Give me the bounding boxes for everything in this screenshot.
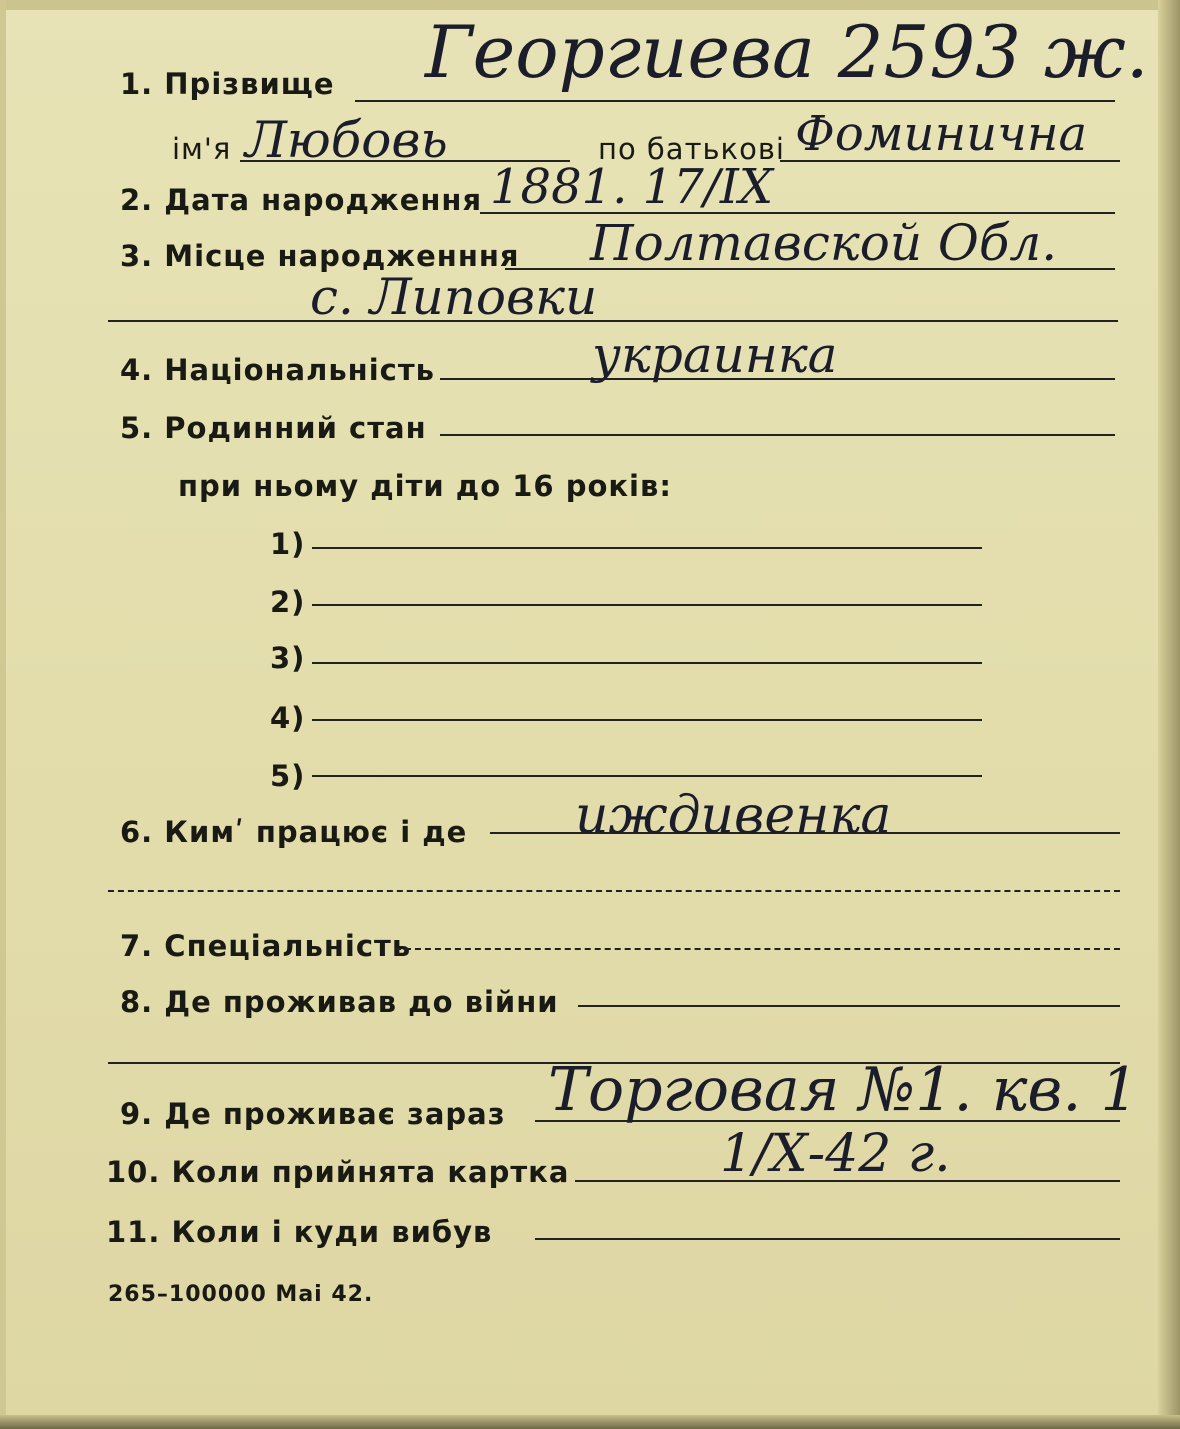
card-date-handwritten: 1/Х-42 г. — [720, 1124, 951, 1184]
card-date-label: 10. Коли прийнята картка — [106, 1155, 570, 1189]
family-status-line — [440, 434, 1115, 436]
paper-edge-top — [0, 0, 1180, 10]
child-3-label: 3) — [270, 641, 306, 675]
children-label: при ньому діти до 16 років: — [178, 469, 672, 503]
birth-place-line-2 — [108, 320, 1118, 322]
birth-date-label: 2. Дата народження — [120, 183, 483, 217]
print-code: 265–100000 Mai 42. — [108, 1282, 374, 1307]
surname-handwritten: Георгиева 2593 ж. — [425, 10, 1149, 94]
birth-place-handwritten-2: с. Липовки — [310, 268, 598, 326]
child-5-line — [312, 775, 982, 777]
specialty-line — [395, 948, 1120, 950]
departure-label: 11. Коли і куди вибув — [106, 1215, 493, 1249]
specialty-label: 7. Спеціальність — [120, 929, 412, 963]
departure-line — [535, 1238, 1120, 1240]
child-1-line — [312, 547, 982, 549]
child-2-line — [312, 604, 982, 606]
patronymic-handwritten: Фоминична — [795, 106, 1088, 162]
nationality-handwritten: украинка — [592, 326, 838, 384]
birth-place-label: 3. Місце народженння — [120, 239, 520, 273]
child-4-line — [312, 719, 982, 721]
current-residence-label: 9. Де проживає зараз — [120, 1097, 506, 1131]
child-5-label: 5) — [270, 759, 306, 793]
paper-edge-bottom — [0, 1415, 1180, 1429]
name-label: ім'я — [172, 132, 232, 166]
patronymic-label: по батькові — [598, 132, 785, 166]
current-residence-handwritten: Торговая №1. кв. 1 — [548, 1055, 1139, 1125]
name-handwritten: Любовь — [245, 111, 448, 169]
nationality-label: 4. Національність — [120, 353, 435, 387]
child-4-label: 4) — [270, 701, 306, 735]
family-status-label: 5. Родинний стан — [120, 411, 427, 445]
prewar-residence-label: 8. Де проживав до війни — [120, 985, 559, 1019]
child-3-line — [312, 662, 982, 664]
paper-edge-right — [1158, 0, 1180, 1429]
birth-place-handwritten-1: Полтавской Обл. — [590, 214, 1058, 272]
surname-line — [355, 100, 1115, 102]
surname-label: 1. Прізвище — [120, 67, 335, 101]
occupation-label: 6. Кимʹ працює і де — [120, 815, 468, 849]
child-2-label: 2) — [270, 585, 306, 619]
paper-edge-left — [0, 0, 6, 1429]
child-1-label: 1) — [270, 527, 306, 561]
birth-date-handwritten: 1881. 17/IX — [490, 159, 774, 215]
prewar-residence-line-1 — [578, 1005, 1120, 1007]
occupation-line-2 — [108, 890, 1120, 892]
occupation-handwritten: иждивенка — [575, 786, 892, 846]
